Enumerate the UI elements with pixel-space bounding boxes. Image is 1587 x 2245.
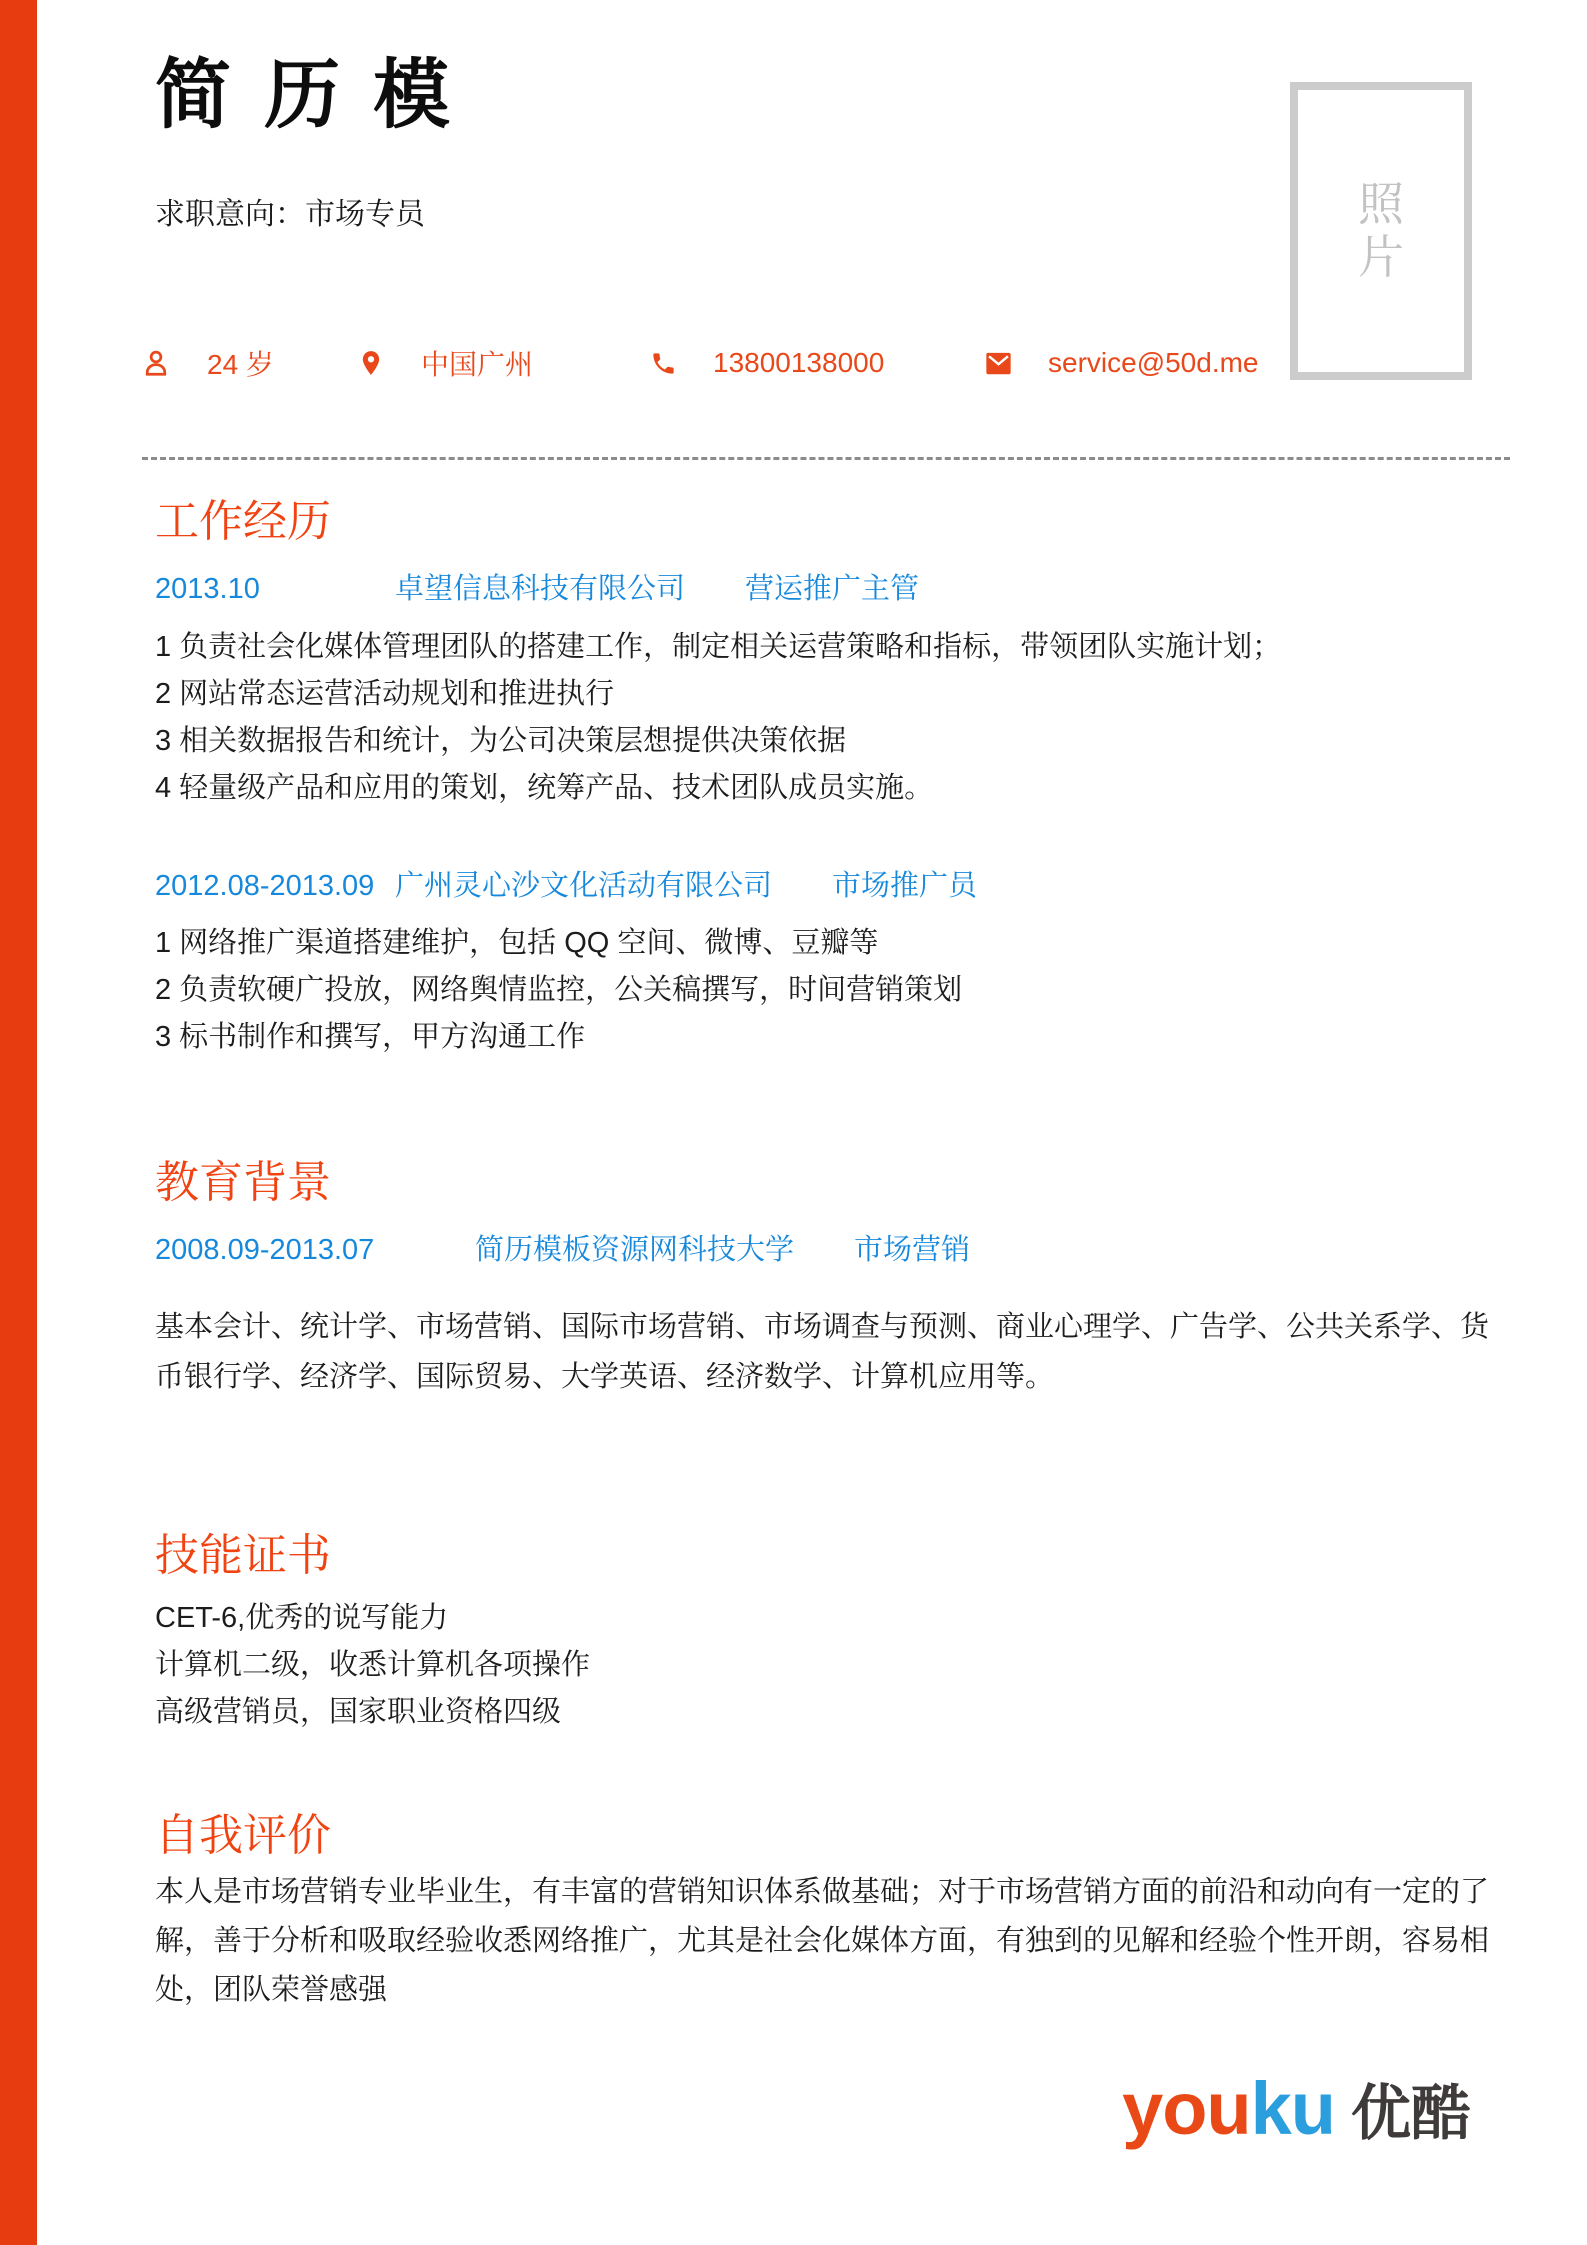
education-school: 简历模板资源网科技大学 [475,1234,795,1267]
section-title-skills: 技能证书 [155,1530,331,1580]
contact-email [985,347,1259,379]
contact-row [141,343,1510,383]
work-entry-2-date: 2012.08-2013.09 [155,869,375,902]
work-entry-2-bullets [155,920,1510,1061]
work-entry-2-role: 市场推广员 [832,869,978,902]
person-icon [141,348,171,378]
work-entry-2-company: 广州灵心沙文化活动有限公司 [395,869,773,902]
resume-content [155,0,1510,2015]
mail-icon [985,351,1012,376]
bullet-line: 1 网络推广渠道搭建维护，包括 QQ 空间、微博、豆瓣等 [155,927,879,960]
work-entry-1-role: 营运推广主管 [745,572,920,605]
work-entry-1-date: 2013.10 [155,572,260,605]
bullet-line: 3 标书制作和撰写，甲方沟通工作 [155,1021,586,1054]
contact-location [357,343,650,383]
education-date: 2008.09-2013.07 [155,1234,375,1267]
skill-item: CET-6,优秀的说写能力 [155,1601,449,1634]
education-major: 市场营销 [854,1234,971,1267]
skill-item: 计算机二级，收悉计算机各项操作 [155,1648,591,1681]
bullet-line: 3 相关数据报告和统计，为公司决策层想提供决策依据 [155,724,847,757]
bullet-line: 2 负责软硬广投放，网络舆情监控，公关稿撰写，时间营销策划 [155,974,963,1007]
work-entry-1-bullets [155,624,1510,812]
education-entry-header [155,1232,1510,1270]
skills-list [155,1595,1510,1736]
section-title-education: 教育背景 [155,1158,331,1208]
section-title-self-evaluation: 自我评价 [155,1810,331,1860]
left-accent-stripe [0,0,37,2245]
self-evaluation-text: 本人是市场营销专业毕业生，有丰富的营销知识体系做基础；对于市场营销方面的前沿和动向有一定的了解，善于分析和吸取经验收悉网络推广，尤其是社会化媒体方面，有独到的见解和经验个性开朗，容易相处，团队荣誉感强 [155,1876,1490,2007]
job-objective: 求职意向：市场专员 [155,198,425,232]
location-icon [357,349,385,377]
bullet-line: 2 网站常态运营活动规划和推进执行 [155,677,615,710]
work-entry-2-header [155,868,1510,906]
contact-age [141,343,357,383]
contact-age-value: 24 岁 [207,349,274,381]
contact-email-value: service@50d.me [1048,347,1259,379]
skill-item: 高级营销员，国家职业资格四级 [155,1695,562,1728]
dashed-divider [142,457,1510,460]
contact-phone [650,347,985,379]
contact-phone-value: 13800138000 [713,347,885,379]
youku-logo-you: you [1122,2067,1251,2150]
youku-logo [1122,2067,1471,2150]
work-entry-1-header [155,571,1510,609]
bullet-line: 4 轻量级产品和应用的策划，统筹产品、技术团队成员实施。 [155,771,934,804]
phone-icon [650,350,677,377]
youku-logo-chinese: 优酷 [1351,2080,1471,2147]
photo-placeholder-label: 照片 [1358,178,1406,283]
work-entry-1-company: 卓望信息科技有限公司 [395,572,686,605]
section-title-work: 工作经历 [155,497,331,547]
resume-title: 简 历 模 [155,53,456,138]
bullet-line: 1 负责社会化媒体管理团队的搭建工作，制定相关运营策略和指标，带领团队实施计划； [155,630,1282,663]
education-courses: 基本会计、统计学、市场营销、国际市场营销、市场调查与预测、商业心理学、广告学、公共关系学、货币银行学、经济学、国际贸易、大学英语、经济数学、计算机应用等。 [155,1310,1490,1393]
contact-location-value: 中国广州 [421,349,534,381]
youku-logo-ku: ku [1250,2067,1335,2150]
